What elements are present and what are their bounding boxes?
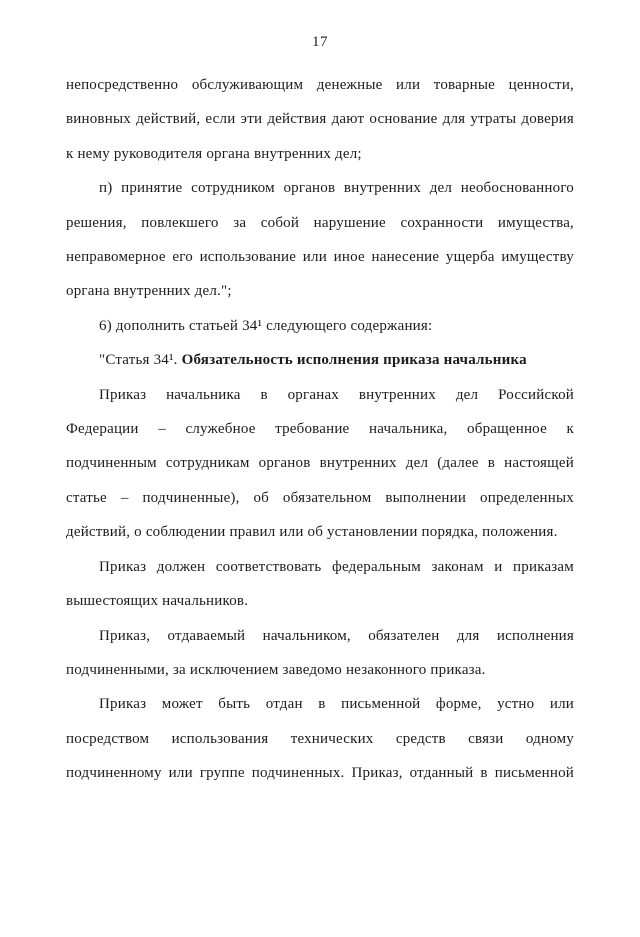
text-line: статье – подчиненные), об обязательном выполнении определенных — [66, 489, 574, 506]
text-line: действий, о соблюдении правил или об установлении порядка, положения. — [66, 524, 558, 541]
text-line: п) принятие сотрудником органов внутренних дел необоснованного — [99, 180, 574, 197]
text-line: виновных действий, если эти действия дают основание для утраты доверия — [66, 111, 574, 128]
text-line: подчиненными, за исключением заведомо незаконного приказа. — [66, 661, 486, 678]
text-line: непосредственно обслуживающим денежные или товарные ценности, — [66, 77, 574, 93]
text-line: органа внутренних дел."; — [66, 283, 232, 300]
text-line: Приказ может быть отдан в письменной форме, устно или — [99, 696, 574, 713]
text-line: Приказ начальника в органах внутренних дел Российской — [99, 386, 574, 403]
text-line: решения, повлекшего за собой нарушение сохранности имущества, — [66, 214, 574, 231]
text-line: подчиненным сотрудникам органов внутренних дел (далее в настоящей — [66, 455, 574, 472]
text-line: подчиненному или группе подчиненных. Приказ, отданный в письменной — [66, 765, 574, 782]
article-heading-line — [66, 343, 574, 377]
text-line: Приказ должен соответствовать федеральным законам и приказам — [99, 558, 574, 575]
document-body — [66, 68, 574, 791]
text-line: посредством использования технических средств связи одному — [66, 730, 574, 747]
text-line: 6) дополнить статьей 34¹ следующего содержания: — [99, 317, 433, 334]
text-line: вышестоящих начальников. — [66, 593, 249, 610]
text-line: Приказ, отдаваемый начальником, обязателен для исполнения — [99, 627, 574, 644]
heading-bold-text: Обязательность исполнения приказа начальника — [181, 352, 527, 369]
text-line: к нему руководителя органа внутренних дел; — [66, 145, 362, 162]
heading-prefix: "Статья 34¹. — [99, 352, 182, 369]
text-line: Федерации – служебное требование начальника, обращенное к — [66, 421, 574, 438]
document-page — [0, 32, 640, 937]
page-number: 17 — [312, 34, 328, 50]
text-line: неправомерное его использование или иное нанесение ущерба имуществу — [66, 249, 574, 266]
